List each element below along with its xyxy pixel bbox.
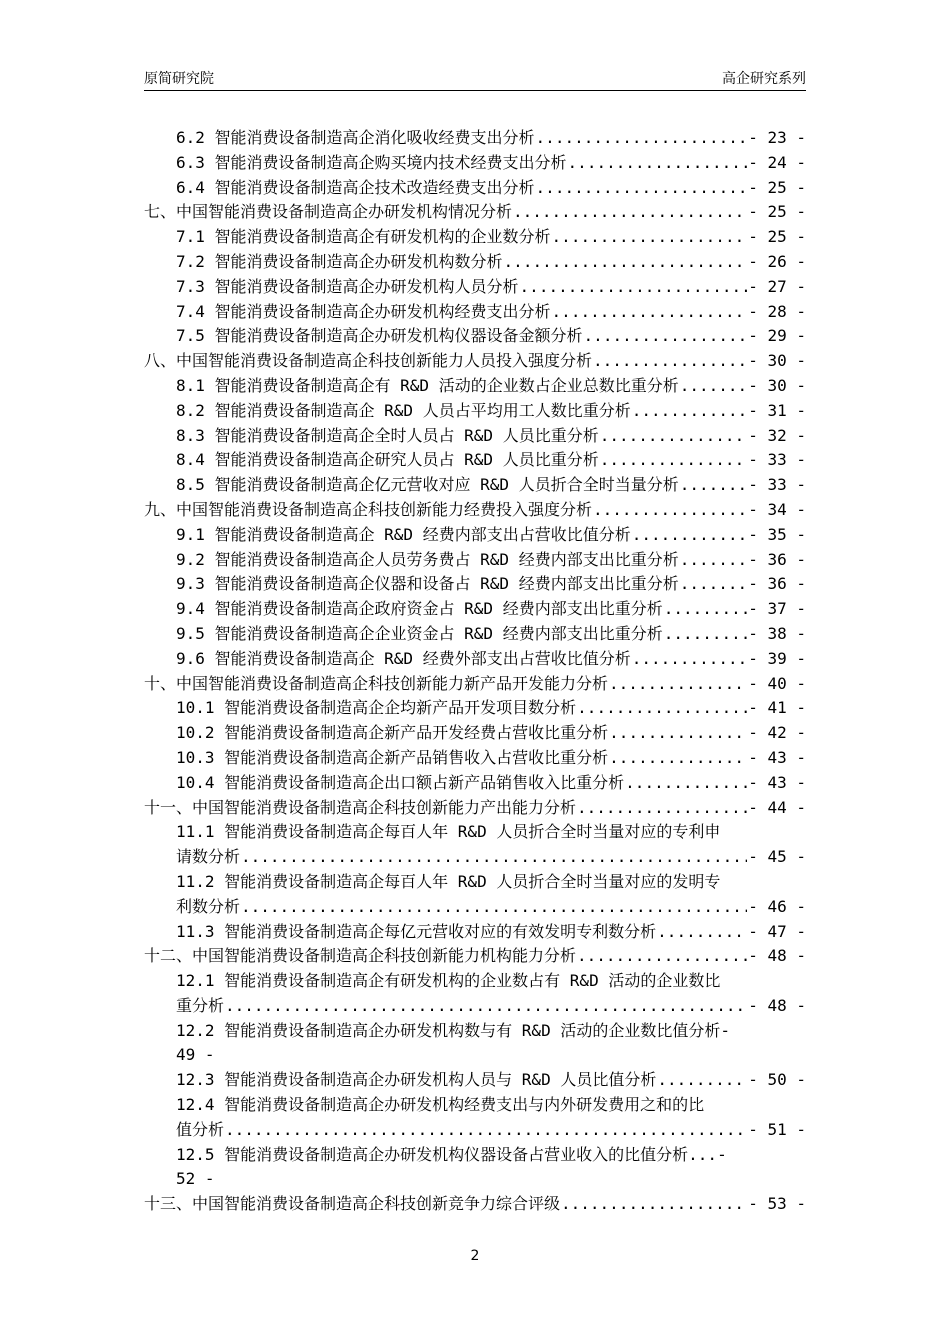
toc-entry-title: 9.2 智能消费设备制造高企人员劳务费占 R&D 经费内部支出比重分析 <box>176 549 679 569</box>
toc-entry-title: 十二、中国智能消费设备制造高企科技创新能力机构能力分析 <box>144 946 577 966</box>
toc-entry-title: 8.3 智能消费设备制造高企全时人员占 R&D 人员比重分析 <box>176 425 599 445</box>
toc-entry-page: - 24 - <box>748 152 806 172</box>
toc-entry-title: 12.4 智能消费设备制造高企办研发机构经费支出与内外研发费用之和的比 <box>176 1095 705 1115</box>
toc-entry-page: - 29 - <box>748 326 806 346</box>
toc-entry-title: 9.1 智能消费设备制造高企 R&D 经费内部支出占营收比值分析 <box>176 524 631 544</box>
toc-entry-page: - 51 - <box>748 1119 806 1139</box>
toc-entry[interactable] <box>144 151 806 176</box>
toc-leader-dots <box>609 721 747 746</box>
toc-entry[interactable] <box>144 300 806 325</box>
toc-entry-page: - 42 - <box>748 723 806 743</box>
toc-entry[interactable] <box>144 647 806 672</box>
toc-entry-title: 6.2 智能消费设备制造高企消化吸收经费支出分析 <box>176 128 535 147</box>
toc-entry[interactable] <box>144 895 806 920</box>
toc-entry-title-continued: 值分析 <box>176 1119 225 1139</box>
toc-leader-dots <box>632 647 748 672</box>
toc-entry-page: - 25 - <box>748 202 806 222</box>
toc-entry-title: 12.2 智能消费设备制造高企办研发机构数与有 R&D 活动的企业数比值分析- <box>176 1020 730 1040</box>
toc-leader-dots <box>600 448 748 473</box>
toc-entry-page: - 37 - <box>748 599 806 619</box>
toc-entry-title: 11.2 智能消费设备制造高企每百人年 R&D 人员折合全时当量对应的发明专 <box>176 871 721 891</box>
toc-entry[interactable] <box>144 696 806 721</box>
toc-entry-page: - 44 - <box>748 797 806 817</box>
toc-entry[interactable] <box>144 324 806 349</box>
toc-entry-page: - 34 - <box>748 499 806 519</box>
toc-entry[interactable] <box>144 225 806 250</box>
toc-entry[interactable] <box>144 672 806 697</box>
toc-entry-page: - 32 - <box>748 425 806 445</box>
toc-entry[interactable] <box>144 200 806 225</box>
toc-entry-title-continued: 请数分析 <box>176 847 241 867</box>
toc-entry[interactable] <box>144 1093 806 1118</box>
toc-leader-dots <box>577 796 747 821</box>
page-number: 2 <box>470 1248 480 1264</box>
toc-entry[interactable] <box>144 374 806 399</box>
toc-leader-dots <box>584 324 748 349</box>
toc-entry-page: - 30 - <box>748 375 806 395</box>
toc-entry-title: 9.4 智能消费设备制造高企政府资金占 R&D 经费内部支出比重分析 <box>176 599 663 619</box>
toc-leader-dots <box>561 1192 747 1217</box>
toc-entry-page: - 47 - <box>748 921 806 941</box>
toc-entry-title: 12.5 智能消费设备制造高企办研发机构仪器设备占营业收入的比值分析...- <box>176 1144 727 1164</box>
toc-leader-dots <box>225 1118 747 1143</box>
toc-entry[interactable] <box>144 424 806 449</box>
toc-leader-dots <box>241 895 747 920</box>
toc-entry[interactable] <box>144 994 806 1019</box>
toc-entry-page: - 26 - <box>748 251 806 271</box>
toc-entry-page: - 53 - <box>748 1194 806 1214</box>
toc-entry-title: 9.6 智能消费设备制造高企 R&D 经费外部支出占营收比值分析 <box>176 648 631 668</box>
toc-entry[interactable] <box>144 523 806 548</box>
toc-entry-title: 7.4 智能消费设备制造高企办研发机构经费支出分析 <box>176 301 551 321</box>
toc-leader-dots <box>632 523 748 548</box>
toc-entry-title: 十、中国智能消费设备制造高企科技创新能力新产品开发能力分析 <box>144 673 609 693</box>
toc-leader-dots <box>577 696 747 721</box>
toc-entry-title: 十三、中国智能消费设备制造高企科技创新竞争力综合评级 <box>144 1194 561 1214</box>
toc-entry[interactable] <box>144 721 806 746</box>
toc-entry-title-continued: 利数分析 <box>176 896 241 916</box>
toc-entry-title-continued: 重分析 <box>176 995 225 1015</box>
toc-entry[interactable] <box>144 176 806 201</box>
toc-entry[interactable] <box>144 944 806 969</box>
toc-entry[interactable] <box>144 572 806 597</box>
toc-entry[interactable] <box>144 845 806 870</box>
toc-entry-page: - 43 - <box>748 772 806 792</box>
toc-entry-title: 10.1 智能消费设备制造高企企均新产品开发项目数分析 <box>176 698 577 718</box>
toc-entry[interactable] <box>144 820 806 845</box>
toc-entry[interactable] <box>144 1019 806 1044</box>
toc-entry-title: 10.2 智能消费设备制造高企新产品开发经费占营收比重分析 <box>176 723 609 743</box>
toc-leader-dots <box>680 374 748 399</box>
toc-entry[interactable] <box>144 498 806 523</box>
toc-entry-page: - 31 - <box>748 400 806 420</box>
toc-entry-page: - 50 - <box>748 1070 806 1090</box>
toc-entry[interactable] <box>144 448 806 473</box>
toc-entry-page: 52 - <box>176 1169 215 1189</box>
toc-entry[interactable] <box>144 250 806 275</box>
toc-leader-dots <box>657 1068 747 1093</box>
toc-leader-dots <box>552 225 748 250</box>
toc-entry[interactable] <box>144 1118 806 1143</box>
toc-entry-page: - 46 - <box>748 896 806 916</box>
toc-leader-dots <box>241 845 747 870</box>
toc-leader-dots <box>657 920 747 945</box>
toc-leader-dots <box>552 300 748 325</box>
toc-leader-dots <box>600 424 748 449</box>
toc-entry-title: 八、中国智能消费设备制造高企科技创新能力人员投入强度分析 <box>144 351 593 371</box>
toc-entry-page: - 23 - <box>748 128 806 147</box>
toc-entry-title: 7.1 智能消费设备制造高企有研发机构的企业数分析 <box>176 227 551 247</box>
toc-entry-page: - 38 - <box>748 623 806 643</box>
toc-entry-page: - 36 - <box>748 549 806 569</box>
page-header <box>144 66 806 91</box>
toc-entry[interactable] <box>144 597 806 622</box>
header-right-text: 高企研究系列 <box>722 71 806 87</box>
toc-leader-dots <box>504 250 748 275</box>
toc-leader-dots <box>513 200 747 225</box>
toc-entry-title: 8.5 智能消费设备制造高企亿元营收对应 R&D 人员折合全时当量分析 <box>176 475 679 495</box>
toc-entry-title: 8.1 智能消费设备制造高企有 R&D 活动的企业数占企业总数比重分析 <box>176 375 679 395</box>
toc-entry[interactable] <box>144 622 806 647</box>
toc-leader-dots <box>632 399 748 424</box>
toc-entry-page: - 48 - <box>748 995 806 1015</box>
toc-entry-title: 9.3 智能消费设备制造高企仪器和设备占 R&D 经费内部支出比重分析 <box>176 574 679 594</box>
toc-entry-page-wrapped <box>144 1043 806 1068</box>
toc-leader-dots <box>680 572 748 597</box>
toc-entry-page: - 35 - <box>748 524 806 544</box>
toc-leader-dots <box>593 349 747 374</box>
toc-entry-title: 7.5 智能消费设备制造高企办研发机构仪器设备金额分析 <box>176 326 583 346</box>
toc-entry-title: 8.4 智能消费设备制造高企研究人员占 R&D 人员比重分析 <box>176 450 599 470</box>
toc-entry-page: - 40 - <box>748 673 806 693</box>
table-of-contents <box>144 126 806 1217</box>
toc-entry[interactable] <box>144 969 806 994</box>
toc-leader-dots <box>609 672 747 697</box>
toc-entry-title: 7.3 智能消费设备制造高企办研发机构人员分析 <box>176 276 519 296</box>
toc-entry-title: 10.4 智能消费设备制造高企出口额占新产品销售收入比重分析 <box>176 772 625 792</box>
toc-entry-page: - 39 - <box>748 648 806 668</box>
toc-leader-dots <box>536 126 748 151</box>
toc-entry-page: - 30 - <box>748 351 806 371</box>
toc-entry[interactable] <box>144 126 806 151</box>
toc-entry-title: 十一、中国智能消费设备制造高企科技创新能力产出能力分析 <box>144 797 577 817</box>
header-left-text: 原简研究院 <box>144 71 214 87</box>
toc-leader-dots <box>680 473 748 498</box>
toc-entry-title: 11.1 智能消费设备制造高企每百人年 R&D 人员折合全时当量对应的专利申 <box>176 822 721 842</box>
toc-entry-page: - 48 - <box>748 946 806 966</box>
toc-entry[interactable] <box>144 1068 806 1093</box>
toc-entry[interactable] <box>144 920 806 945</box>
toc-entry-title: 6.4 智能消费设备制造高企技术改造经费支出分析 <box>176 177 535 197</box>
toc-leader-dots <box>680 548 748 573</box>
toc-entry-page-wrapped <box>144 1167 806 1192</box>
toc-entry[interactable] <box>144 1192 806 1217</box>
toc-entry-title: 九、中国智能消费设备制造高企科技创新能力经费投入强度分析 <box>144 499 593 519</box>
toc-leader-dots <box>577 944 747 969</box>
toc-entry[interactable] <box>144 746 806 771</box>
toc-entry[interactable] <box>144 399 806 424</box>
toc-entry-title: 6.3 智能消费设备制造高企购买境内技术经费支出分析 <box>176 152 567 172</box>
toc-entry-page: - 36 - <box>748 574 806 594</box>
toc-entry[interactable] <box>144 275 806 300</box>
toc-entry-page: - 27 - <box>748 276 806 296</box>
toc-entry[interactable] <box>144 870 806 895</box>
toc-entry[interactable] <box>144 349 806 374</box>
toc-entry-title: 12.3 智能消费设备制造高企办研发机构人员与 R&D 人员比值分析 <box>176 1070 657 1090</box>
toc-entry-title: 7.2 智能消费设备制造高企办研发机构数分析 <box>176 251 503 271</box>
toc-entry-page: - 45 - <box>748 847 806 867</box>
toc-entry-title: 12.1 智能消费设备制造高企有研发机构的企业数占有 R&D 活动的企业数比 <box>176 971 721 991</box>
toc-entry[interactable] <box>144 473 806 498</box>
toc-leader-dots <box>520 275 748 300</box>
toc-entry-page: - 25 - <box>748 177 806 197</box>
toc-leader-dots <box>625 771 747 796</box>
toc-entry[interactable] <box>144 548 806 573</box>
toc-entry-title: 10.3 智能消费设备制造高企新产品销售收入占营收比重分析 <box>176 747 609 767</box>
toc-leader-dots <box>593 498 747 523</box>
toc-entry-page: 49 - <box>176 1045 215 1065</box>
toc-entry[interactable] <box>144 1143 806 1168</box>
toc-entry-page: - 28 - <box>748 301 806 321</box>
toc-leader-dots <box>664 597 748 622</box>
toc-entry[interactable] <box>144 796 806 821</box>
toc-leader-dots <box>225 994 747 1019</box>
toc-entry-title: 11.3 智能消费设备制造高企每亿元营收对应的有效发明专利数分析 <box>176 921 657 941</box>
toc-entry-title: 七、中国智能消费设备制造高企办研发机构情况分析 <box>144 202 513 222</box>
toc-leader-dots <box>609 746 747 771</box>
toc-entry-page: - 41 - <box>748 698 806 718</box>
toc-entry-page: - 25 - <box>748 227 806 247</box>
toc-entry-page: - 33 - <box>748 450 806 470</box>
toc-entry[interactable] <box>144 771 806 796</box>
toc-leader-dots <box>536 176 748 201</box>
toc-leader-dots <box>664 622 748 647</box>
toc-entry-page: - 33 - <box>748 475 806 495</box>
toc-leader-dots <box>568 151 748 176</box>
toc-entry-title: 9.5 智能消费设备制造高企企业资金占 R&D 经费内部支出比重分析 <box>176 623 663 643</box>
toc-entry-title: 8.2 智能消费设备制造高企 R&D 人员占平均用工人数比重分析 <box>176 400 631 420</box>
toc-entry-page: - 43 - <box>748 747 806 767</box>
